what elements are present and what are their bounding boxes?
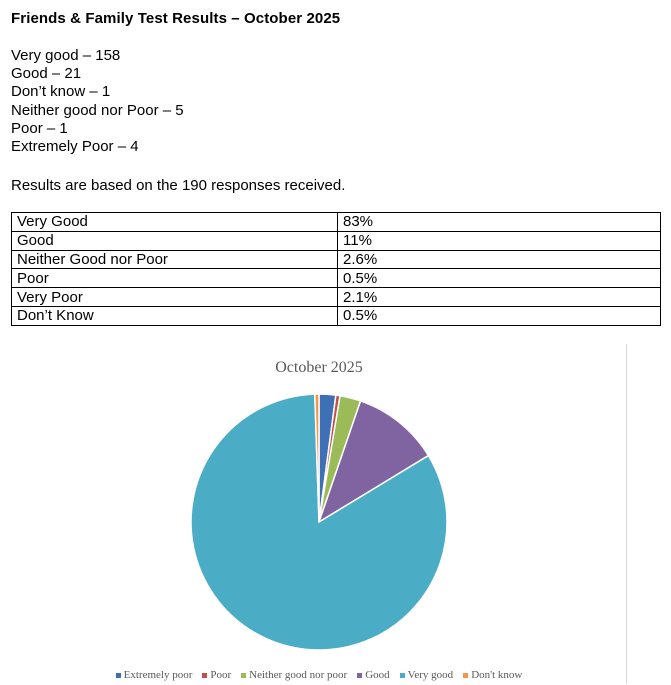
count-very-good: Very good – 158: [11, 47, 121, 64]
chart-title: October 2025: [275, 359, 363, 376]
chart-legend: [11, 669, 627, 681]
table-cell-percent: 83%: [338, 213, 661, 232]
table-cell-category: Don’t Know: [12, 306, 338, 325]
legend-swatch: [357, 673, 362, 678]
table-cell-category: Poor: [12, 269, 338, 288]
count-poor: Poor – 1: [11, 119, 68, 137]
legend-swatch: [241, 673, 246, 678]
legend-label: Good: [365, 669, 390, 681]
table-row: [12, 250, 661, 269]
legend-label: Extremely poor: [123, 669, 193, 681]
document-title: Friends & Family Test Results – October 2025: [11, 10, 341, 27]
table-cell-percent: 2.6%: [338, 250, 661, 269]
table-row: [12, 288, 661, 307]
table-cell-percent: 0.5%: [338, 306, 661, 325]
legend-label: Neither good nor poor: [249, 669, 348, 681]
table-cell-category: Good: [12, 231, 338, 250]
pie-slices: [191, 394, 447, 650]
count-dont-know: Don’t know – 1: [11, 83, 111, 101]
legend-label: Very good: [407, 669, 454, 681]
legend-swatch: [400, 673, 405, 678]
legend-item-don-t-know: [463, 669, 522, 681]
summary-text: Results are based on the 190 responses received.: [11, 177, 346, 194]
legend-item-poor: [202, 669, 231, 681]
legend-swatch: [202, 673, 207, 678]
legend-item-extremely-poor: [116, 669, 193, 681]
table-row: [12, 231, 661, 250]
table-row: [12, 306, 661, 325]
legend-item-neither-good-nor-poor: [241, 669, 347, 681]
count-good: Good – 21: [11, 65, 82, 83]
legend-swatch: [116, 673, 121, 678]
legend-label: Poor: [210, 669, 232, 681]
legend-swatch: [463, 673, 468, 678]
pie-chart-svg: [11, 344, 627, 669]
table-cell-category: Very Good: [12, 213, 338, 232]
pie-chart: [11, 344, 627, 684]
results-table: [11, 212, 661, 326]
table-cell-percent: 11%: [338, 231, 661, 250]
legend-item-very-good: [400, 669, 454, 681]
table-cell-category: Neither Good nor Poor: [12, 250, 338, 269]
legend-item-good: [357, 669, 389, 681]
count-neither: Neither good nor Poor – 5: [11, 101, 184, 119]
count-extremely-poor: Extremely Poor – 4: [11, 138, 139, 156]
response-counts: [11, 47, 184, 156]
table-row: [12, 213, 661, 232]
legend-label: Don't know: [471, 669, 523, 681]
table-cell-percent: 0.5%: [338, 269, 661, 288]
table-row: [12, 269, 661, 288]
table-cell-category: Very Poor: [12, 288, 338, 307]
table-cell-percent: 2.1%: [338, 288, 661, 307]
